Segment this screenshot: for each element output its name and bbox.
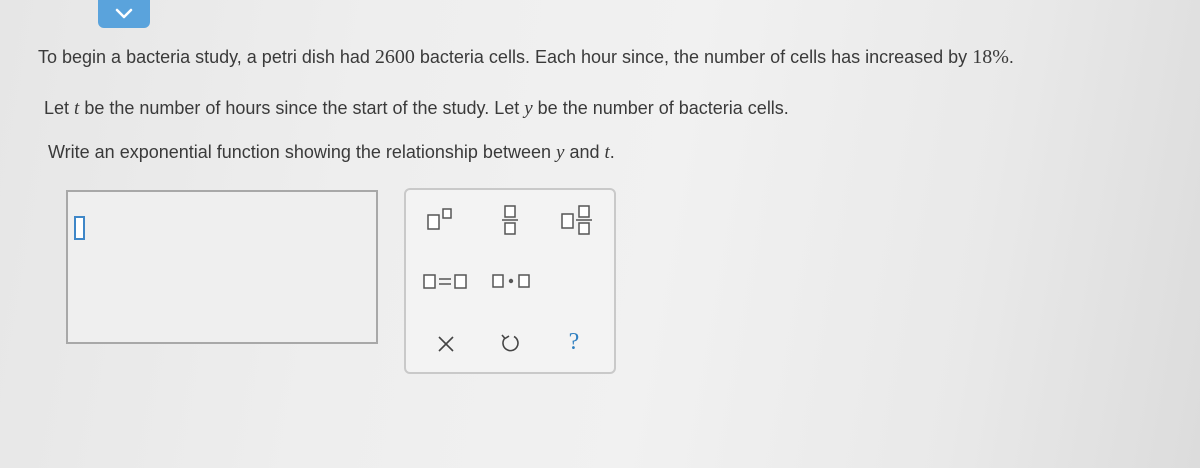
variable-y: y: [556, 142, 565, 163]
question-icon: ?: [568, 328, 580, 355]
superscript-icon: [422, 206, 458, 234]
collapse-button[interactable]: [98, 0, 150, 28]
help-button[interactable]: [556, 324, 592, 360]
problem-statement-line-2: Let t be the number of hours since the start of the study. Let y be the number of bacteria cells.: [44, 98, 789, 119]
variable-t: t: [74, 98, 80, 119]
undo-icon: [499, 332, 521, 354]
equals-icon: [420, 269, 470, 293]
undo-button[interactable]: [492, 326, 528, 360]
answer-input[interactable]: [66, 190, 378, 344]
fraction-button[interactable]: [490, 200, 530, 240]
fraction-icon: [498, 202, 522, 238]
mixed-number-icon: [556, 202, 598, 238]
instruction-text: Write an exponential function showing the relationship between y and t.: [48, 142, 615, 163]
growth-rate: 18%: [972, 46, 1009, 68]
mixed-number-button[interactable]: [554, 200, 600, 240]
variable-t: t: [604, 142, 610, 163]
equation-button[interactable]: [418, 266, 472, 296]
multiply-button[interactable]: [486, 266, 536, 296]
variable-y: y: [524, 98, 533, 119]
problem-statement-line-1: To begin a bacteria study, a petri dish had 2600 bacteria cells. Each hour since, the number of cells has increased by 18%.: [38, 46, 1014, 68]
dot-multiply-icon: [488, 269, 534, 293]
initial-count: 2600: [374, 46, 415, 68]
clear-button[interactable]: [428, 328, 464, 360]
exponent-button[interactable]: [420, 204, 460, 236]
x-icon: [437, 335, 455, 353]
chevron-down-icon: [114, 8, 134, 20]
math-palette: [404, 188, 616, 374]
input-cursor-slot[interactable]: [74, 216, 85, 240]
